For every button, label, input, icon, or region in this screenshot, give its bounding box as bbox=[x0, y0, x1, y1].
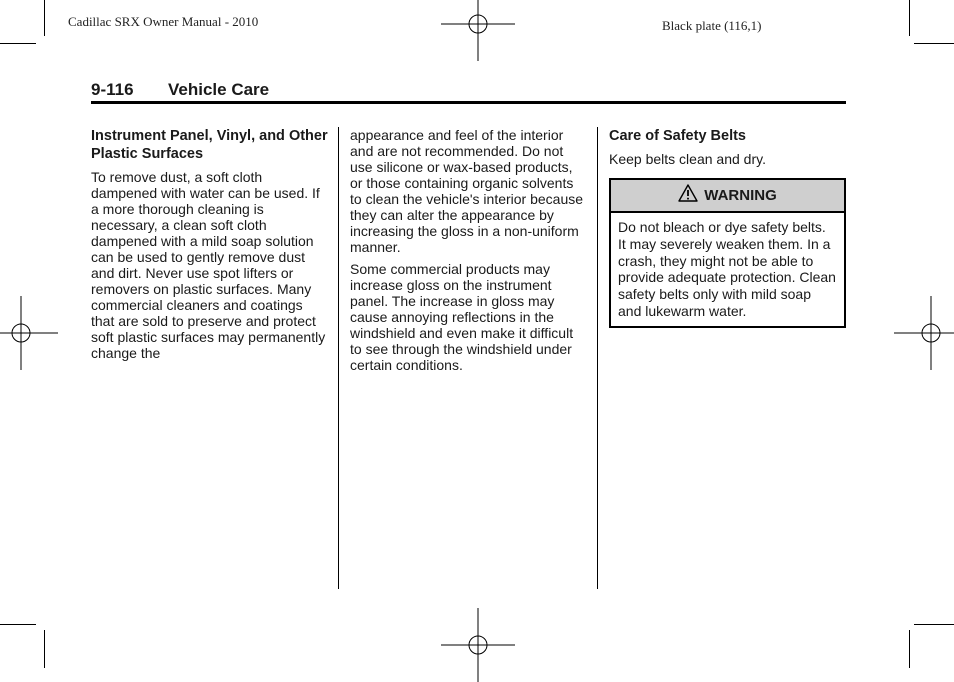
warning-triangle-icon bbox=[678, 184, 698, 206]
crop-mark bbox=[44, 0, 45, 36]
column-3 bbox=[609, 127, 846, 328]
section-header bbox=[91, 80, 846, 102]
paragraph-instrument-panel: To remove dust, a soft cloth dampened with water can be used. If a more thorough cleaning is necessary, a clean soft cloth dampened with a mild soap solution can be used to gently remove dust and dirt. Never use spot lifters or removers on plastic surfaces. Many commercial cleaners and coatings that are sold to preserve and protect soft plastic surfaces may permanently change the bbox=[91, 169, 326, 361]
warning-label: WARNING bbox=[704, 186, 777, 204]
page-number: 9-116 bbox=[91, 80, 134, 99]
registration-mark-left bbox=[0, 296, 54, 366]
running-header-plate: Black plate (116,1) bbox=[662, 18, 762, 33]
crop-mark bbox=[914, 624, 954, 625]
crop-mark bbox=[0, 624, 36, 625]
column-divider bbox=[338, 127, 339, 589]
section-title: Vehicle Care bbox=[168, 80, 270, 99]
paragraph-gloss: Some commercial products may increase gloss on the instrument panel. The increase in gloss may cause annoying reflections in the windshield and even make it difficult to see through the windshield under certain conditions. bbox=[350, 261, 574, 373]
crop-mark bbox=[44, 630, 45, 668]
crop-mark bbox=[914, 43, 954, 44]
paragraph-continued: appearance and feel of the interior and are not recommended. Do not use silicone or wax-based products, or those containing organic solvents to clean the vehicle's interior because they can alter the appearance by increasing the gloss in a non-uniform manner. bbox=[350, 127, 584, 255]
column-divider bbox=[597, 127, 598, 589]
warning-text: Do not bleach or dye safety belts. It may severely weaken them. In a crash, they might not be able to provide adequate protection. Clean safety belts only with mild soap and lukewarm water. bbox=[618, 219, 836, 319]
heading-instrument-panel: Instrument Panel, Vinyl, and Other Plastic Surfaces bbox=[91, 128, 328, 162]
paragraph-safety-belts: Keep belts clean and dry. bbox=[609, 151, 766, 167]
column-2 bbox=[350, 127, 588, 379]
crop-mark bbox=[909, 630, 910, 668]
running-header-title: Cadillac SRX Owner Manual - 2010 bbox=[68, 14, 259, 29]
registration-mark-right bbox=[894, 296, 954, 366]
crop-mark bbox=[909, 0, 910, 36]
warning-box bbox=[609, 178, 846, 328]
registration-mark-top bbox=[441, 0, 511, 57]
section-rule bbox=[91, 101, 846, 104]
column-1 bbox=[91, 127, 329, 367]
heading-safety-belts: Care of Safety Belts bbox=[609, 128, 746, 144]
crop-mark bbox=[0, 43, 36, 44]
warning-header bbox=[611, 180, 844, 213]
